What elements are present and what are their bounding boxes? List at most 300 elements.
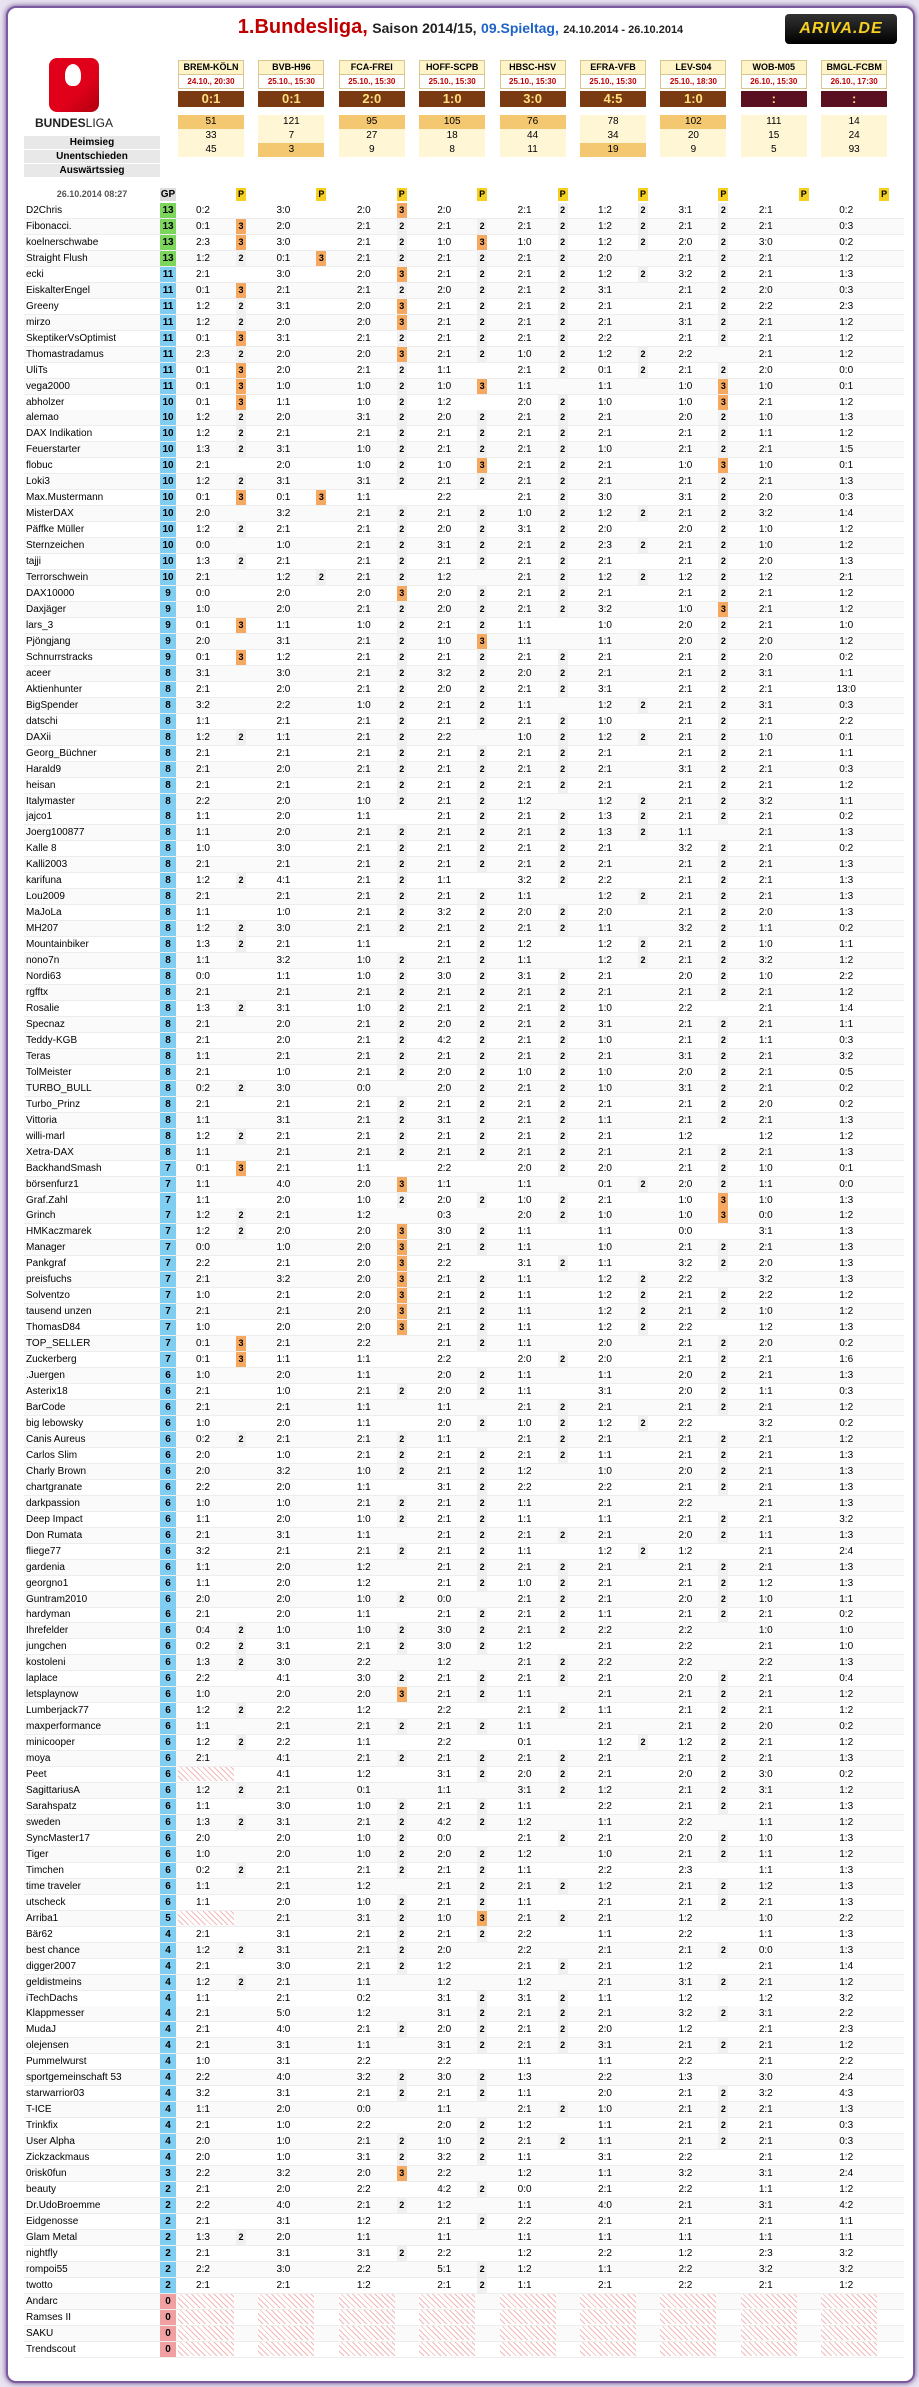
tip-points: 2	[718, 331, 728, 346]
player-name[interactable]: minicooper	[26, 1737, 75, 1749]
tip-points: 3	[236, 1352, 246, 1367]
player-tip: 1:1	[517, 1386, 532, 1398]
player-tip: 2:1	[517, 1960, 532, 1972]
player-name[interactable]: datschi	[26, 715, 58, 727]
tip-points: 2	[558, 1703, 568, 1718]
tip-points: 2	[397, 1592, 407, 1607]
match-name[interactable]: WOB-M05	[741, 60, 807, 75]
player-name[interactable]: willi-marl	[26, 1130, 65, 1142]
player-tip: 2:1	[678, 1242, 693, 1254]
player-name[interactable]: Nordi63	[26, 971, 62, 983]
player-tip: 1:2	[356, 1705, 371, 1717]
player-tip: 2:1	[758, 1242, 773, 1254]
player-name[interactable]: SkeptikerVsOptimist	[26, 332, 117, 344]
player-name[interactable]: karifuna	[26, 875, 62, 887]
missing-tip	[821, 2326, 877, 2340]
player-name[interactable]: Max.Mustermann	[26, 492, 104, 504]
player-name[interactable]: Greeny	[26, 300, 59, 312]
away-win-count: 3	[258, 143, 324, 157]
player-name[interactable]: Sternzeichen	[26, 540, 85, 552]
player-name[interactable]: TolMeister	[26, 1066, 72, 1078]
player-tip: 2:1	[196, 460, 210, 472]
player-tip: 3:1	[758, 1226, 773, 1238]
player-name[interactable]: rgfftx	[26, 987, 49, 999]
player-tip: 2:0	[356, 1322, 371, 1334]
player-name[interactable]: Grinch	[26, 1210, 56, 1222]
match-name[interactable]: BREM-KÖLN	[178, 60, 244, 75]
player-tip: 2:2	[678, 1625, 693, 1637]
player-tip: 2:1	[356, 1130, 371, 1142]
tip-points: 2	[558, 1097, 568, 1112]
player-tip: 1:0	[276, 540, 291, 552]
match-name[interactable]: BMGL-FCBM	[821, 60, 887, 75]
player-tip: 2:1	[758, 1561, 773, 1573]
player-tip: 1:3	[839, 268, 854, 280]
player-name[interactable]: 0risk0fun	[26, 2168, 67, 2180]
brand-logo[interactable]: ARIVA.DE	[785, 14, 897, 44]
player-tip: 2:1	[598, 1433, 612, 1445]
player-tip: 2:1	[517, 651, 532, 663]
player-name[interactable]: MisterDAX	[26, 508, 74, 520]
player-tip: 2:1	[517, 715, 532, 727]
player-tip: 1:1	[517, 2088, 532, 2100]
player-tip: 2:1	[678, 1513, 693, 1525]
player-row	[24, 1719, 904, 1735]
player-name[interactable]: ecki	[26, 268, 44, 280]
player-tip: 2:0	[758, 635, 773, 647]
player-name[interactable]: Georg_Büchner	[26, 747, 97, 759]
player-tip: 2:1	[437, 2088, 452, 2100]
tip-points: 2	[718, 1975, 728, 1990]
player-tip: 1:0	[598, 396, 612, 408]
tip-points: 2	[558, 1432, 568, 1447]
player-tip: 2:3	[196, 236, 210, 248]
player-tip: 3:2	[678, 2168, 693, 2180]
player-name[interactable]: iTechDachs	[26, 1992, 78, 2004]
player-name[interactable]: nightfly	[26, 2247, 58, 2259]
player-name[interactable]: Trinkfix	[26, 2120, 58, 2132]
player-tip: 3:2	[196, 699, 210, 711]
player-points: 7	[160, 1272, 176, 1287]
player-tip: 1:3	[839, 1274, 854, 1286]
player-name[interactable]: SyncMaster17	[26, 1832, 90, 1844]
player-tip: 2:1	[196, 747, 210, 759]
missing-tip	[178, 2342, 234, 2356]
player-name[interactable]: Deep Impact	[26, 1513, 83, 1525]
player-tip: 2:1	[678, 1354, 693, 1366]
player-name[interactable]: UliTs	[26, 364, 48, 376]
player-name[interactable]: digger2007	[26, 1960, 77, 1972]
tip-points: 2	[397, 235, 407, 250]
player-tip: 2:1	[196, 987, 210, 999]
player-tip: 1:2	[839, 332, 854, 344]
player-tip: 1:1	[356, 1529, 371, 1541]
player-name[interactable]: Bär62	[26, 1928, 53, 1940]
player-name[interactable]: alemao	[26, 412, 59, 424]
player-name[interactable]: nono7n	[26, 955, 60, 967]
player-name[interactable]: jajco1	[26, 811, 53, 823]
player-tip: 2:1	[437, 1306, 452, 1318]
player-name[interactable]: Straight Flush	[26, 252, 88, 264]
player-name[interactable]: Tiger	[26, 1848, 49, 1860]
player-tip: 2:1	[517, 779, 532, 791]
player-row	[24, 442, 904, 458]
player-name[interactable]: Trendscout	[26, 2343, 76, 2355]
player-tip: 2:1	[276, 1338, 291, 1350]
player-name[interactable]: Dr.UdoBroemme	[26, 2200, 101, 2211]
player-name[interactable]: utscheck	[26, 1896, 66, 1908]
tip-points: 2	[558, 1655, 568, 1670]
tip-points: 2	[477, 1384, 487, 1399]
player-name[interactable]: best chance	[26, 1944, 80, 1956]
player-name[interactable]: mirzo	[26, 316, 51, 328]
player-name[interactable]: Carlos Slim	[26, 1449, 78, 1461]
player-tip: 3:2	[678, 1258, 693, 1270]
player-tip: 2:1	[758, 588, 773, 600]
player-tip: 3:0	[276, 1960, 291, 1972]
tip-points: 2	[718, 857, 728, 872]
tip-points: 2	[397, 1911, 407, 1926]
player-name[interactable]: Daxjäger	[26, 604, 67, 615]
tip-points: 2	[477, 410, 487, 425]
player-name[interactable]: SAKU	[26, 2327, 54, 2339]
player-name[interactable]: .Juergen	[26, 1370, 65, 1382]
player-name[interactable]: georgno1	[26, 1577, 69, 1589]
player-tip: 2:0	[196, 2136, 210, 2148]
player-name[interactable]: Graf.Zahl	[26, 1194, 68, 1206]
player-tip: 1:1	[196, 1050, 210, 1062]
player-tip: 2:0	[758, 364, 773, 376]
player-tip: 1:1	[356, 2040, 371, 2052]
player-name[interactable]: sportgemeinschaft 53	[26, 2072, 122, 2084]
player-name[interactable]: kostoleni	[26, 1657, 66, 1669]
player-tip: 2:1	[356, 2136, 371, 2148]
player-name[interactable]: SagittariusA	[26, 1785, 80, 1797]
tip-points: 2	[558, 363, 568, 378]
player-tip: 2:1	[598, 1561, 612, 1573]
player-name[interactable]: Guntram2010	[26, 1593, 88, 1605]
tip-points: 2	[477, 1496, 487, 1511]
player-name[interactable]: chartgranate	[26, 1481, 83, 1493]
player-name[interactable]: DAX Indikation	[26, 428, 93, 440]
tip-points: 2	[397, 251, 407, 266]
player-tip: 2:0	[276, 2104, 291, 2116]
player-tip: 1:2	[196, 1210, 210, 1222]
player-name[interactable]: Zuckerberg	[26, 1354, 77, 1366]
tip-points: 2	[477, 267, 487, 282]
player-name[interactable]: Timchen	[26, 1864, 64, 1876]
player-name[interactable]: time traveler	[26, 1880, 82, 1892]
player-name[interactable]: Glam Metal	[26, 2231, 78, 2243]
player-tip: 2:1	[276, 1290, 291, 1302]
player-tip: 2:1	[196, 891, 210, 903]
player-tip: 1:1	[356, 939, 371, 951]
player-name[interactable]: ThomasD84	[26, 1322, 81, 1334]
player-tip: 2:1	[437, 1449, 452, 1461]
player-tip: 2:1	[758, 763, 773, 775]
player-tip: 1:3	[839, 907, 854, 919]
player-tip: 1:0	[758, 1625, 773, 1637]
player-name[interactable]: starwarrior03	[26, 2088, 85, 2100]
tip-points: 2	[718, 1081, 728, 1096]
player-name[interactable]: Charly Brown	[26, 1465, 87, 1477]
player-name[interactable]: Rosalie	[26, 1003, 60, 1014]
player-points: 9	[160, 618, 176, 633]
player-tip: 2:2	[598, 332, 612, 344]
player-name[interactable]: Päffke Müller	[26, 524, 85, 536]
player-row	[24, 235, 904, 251]
player-name[interactable]: gardenia	[26, 1561, 65, 1573]
player-tip: 3:1	[437, 2008, 452, 2020]
player-tip: 2:1	[437, 1896, 452, 1908]
player-name[interactable]: moya	[26, 1753, 51, 1765]
tip-points: 2	[558, 1256, 568, 1271]
player-name[interactable]: Ihrefelder	[26, 1625, 69, 1637]
player-tip: 1:1	[196, 1513, 210, 1525]
player-tip: 2:2	[517, 1944, 532, 1956]
player-name[interactable]: börsenfurz1	[26, 1178, 79, 1190]
player-name[interactable]: laplace	[26, 1673, 58, 1685]
match-name[interactable]: HOFF-SCPB	[419, 60, 485, 75]
player-name[interactable]: Mountainbiker	[26, 939, 89, 951]
player-name[interactable]: vega2000	[26, 380, 70, 392]
player-name[interactable]: beauty	[26, 2184, 57, 2196]
player-name[interactable]: Lumberjack77	[26, 1705, 89, 1717]
tip-points: 2	[558, 857, 568, 872]
player-tip: 0:2	[196, 1082, 210, 1094]
player-tip: 1:2	[598, 1322, 612, 1334]
player-name[interactable]: T-ICE	[26, 2104, 52, 2116]
player-tip: 2:1	[437, 811, 452, 823]
player-name[interactable]: fliege77	[26, 1545, 62, 1557]
player-name[interactable]: Andarc	[26, 2295, 58, 2307]
player-name[interactable]: tajji	[26, 556, 42, 568]
player-tip: 1:2	[839, 1306, 854, 1318]
player-tip: 2:1	[356, 827, 371, 839]
player-name[interactable]: olejensen	[26, 2040, 69, 2052]
player-name[interactable]: Schnurrstracks	[26, 651, 93, 663]
player-name[interactable]: Kalli2003	[26, 859, 68, 871]
player-name[interactable]: Peet	[26, 1769, 47, 1781]
player-tip: 2:1	[276, 939, 291, 951]
player-name[interactable]: Vittoria	[26, 1114, 57, 1126]
player-row	[24, 1400, 904, 1416]
player-tip: 2:2	[276, 1705, 291, 1717]
tip-points: 2	[718, 1097, 728, 1112]
player-name[interactable]: Lou2009	[26, 891, 65, 903]
away-win-count: 19	[580, 143, 646, 157]
player-name[interactable]: Aktienhunter	[26, 683, 83, 695]
player-tip: 3:1	[678, 205, 693, 216]
player-name[interactable]: darkpassion	[26, 1497, 80, 1509]
tip-points: 2	[236, 1863, 246, 1878]
player-tip: 1:1	[758, 428, 773, 440]
player-name[interactable]: Loki3	[26, 476, 50, 488]
player-name[interactable]: Specnaz	[26, 1018, 65, 1030]
player-tip: 2:0	[276, 827, 291, 839]
player-tip: 2:1	[678, 1146, 693, 1158]
player-name[interactable]: letsplaynow	[26, 1689, 79, 1701]
player-tip: 0:1	[196, 284, 210, 296]
player-tip: 2:1	[678, 955, 693, 967]
player-name[interactable]: hardyman	[26, 1609, 71, 1621]
player-tip: 2:1	[678, 1721, 693, 1733]
player-tip: 1:2	[517, 1465, 532, 1477]
player-name[interactable]: Solventzo	[26, 1290, 70, 1302]
player-tip: 1:2	[196, 1944, 210, 1956]
player-name[interactable]: BigSpender	[26, 699, 79, 711]
player-tip: 2:0	[598, 1354, 612, 1366]
player-name[interactable]: Teras	[26, 1050, 51, 1062]
player-name[interactable]: Pjöngjang	[26, 635, 71, 647]
tip-points: 2	[477, 299, 487, 314]
player-name[interactable]: Fibonacci.	[26, 220, 72, 232]
player-points: 8	[160, 778, 176, 793]
player-name[interactable]: Kalle 8	[26, 843, 57, 855]
player-row	[24, 1161, 904, 1177]
player-name[interactable]: Feuerstarter	[26, 444, 81, 456]
player-name[interactable]: Klappmesser	[26, 2008, 85, 2020]
player-tip: 1:0	[276, 1449, 291, 1461]
player-name[interactable]: BarCode	[26, 1402, 66, 1413]
player-name[interactable]: TURBO_BULL	[26, 1082, 92, 1094]
player-tip: 2:1	[437, 428, 452, 440]
player-tip: 1:2	[196, 1705, 210, 1717]
player-tip: 2:1	[437, 1577, 452, 1589]
player-name[interactable]: Thomastradamus	[26, 348, 104, 360]
player-name[interactable]: Manager	[26, 1242, 66, 1254]
player-name[interactable]: MaJoLa	[26, 907, 62, 919]
player-name[interactable]: User Alpha	[26, 2136, 75, 2148]
player-tip: 3:2	[437, 907, 452, 919]
player-tip: 2:1	[356, 715, 371, 727]
tip-points: 2	[477, 2038, 487, 2053]
player-tip: 2:1	[758, 1114, 773, 1126]
player-tip: 1:2	[839, 2040, 854, 2052]
player-tip: 3:1	[356, 1912, 371, 1924]
player-tip: 1:0	[356, 955, 371, 967]
player-row	[24, 2326, 904, 2342]
player-name[interactable]: TOP_SELLER	[26, 1338, 91, 1350]
player-name[interactable]: BackhandSmash	[26, 1162, 102, 1174]
match-name[interactable]: BVB-H96	[258, 60, 324, 75]
player-name[interactable]: aceer	[26, 667, 52, 679]
player-tip: 2:1	[678, 2120, 693, 2132]
player-name[interactable]: Ramses II	[26, 2311, 72, 2323]
player-name[interactable]: Pummelwurst	[26, 2056, 87, 2068]
player-name[interactable]: Joerg100877	[26, 827, 85, 839]
player-name[interactable]: Don Rumata	[26, 1529, 83, 1541]
player-tip: 2:1	[437, 955, 452, 967]
player-tip: 1:2	[839, 1433, 854, 1445]
player-name[interactable]: MudaJ	[26, 2024, 57, 2036]
match-name[interactable]: FCA-FREI	[339, 60, 405, 75]
player-points: 6	[160, 1767, 176, 1782]
player-tip: 2:1	[758, 1641, 773, 1653]
player-name[interactable]: geldistmeins	[26, 1976, 82, 1988]
match-name[interactable]: HBSC-HSV	[500, 60, 566, 75]
player-name[interactable]: preisfuchs	[26, 1274, 72, 1286]
player-name[interactable]: Pankgraf	[26, 1258, 67, 1270]
player-name[interactable]: Eidgenosse	[26, 2215, 79, 2227]
player-tip: 4:2	[437, 1816, 452, 1828]
tip-points: 3	[236, 379, 246, 394]
player-tip: 2:1	[196, 2247, 210, 2259]
player-row	[24, 1815, 904, 1831]
player-name[interactable]: Arriba1	[26, 1912, 59, 1924]
player-name[interactable]: DAXii	[26, 731, 52, 743]
player-name[interactable]: Zickzackmaus	[26, 2152, 90, 2164]
player-name[interactable]: MH207	[26, 923, 59, 935]
tip-points: 2	[397, 825, 407, 840]
player-name[interactable]: DAX10000	[26, 588, 75, 600]
player-points: 4	[160, 2150, 176, 2165]
player-tip: 2:1	[758, 1082, 773, 1094]
player-tip: 0:0	[196, 971, 210, 983]
tip-points: 2	[477, 1272, 487, 1287]
player-tip: 1:1	[517, 891, 532, 903]
player-name[interactable]: D2Chris	[26, 205, 63, 216]
player-name[interactable]: Turbo_Prinz	[26, 1098, 81, 1110]
match-result: 0:1	[258, 91, 324, 107]
player-points: 8	[160, 1001, 176, 1016]
tip-points: 2	[236, 873, 246, 888]
player-name[interactable]: EiskalterEngel	[26, 284, 90, 296]
player-points: 7	[160, 1224, 176, 1239]
player-tip: 1:1	[517, 2279, 532, 2291]
player-name[interactable]: heisan	[26, 779, 56, 791]
missing-tip	[741, 2326, 797, 2340]
player-row	[24, 1783, 904, 1799]
player-name[interactable]: Canis Aureus	[26, 1433, 86, 1445]
player-name[interactable]: lars_3	[26, 619, 54, 631]
player-tip: 1:2	[276, 572, 291, 584]
player-tip: 2:1	[598, 412, 612, 424]
player-tip: 2:1	[517, 1082, 532, 1094]
player-name[interactable]: rompoi55	[26, 2263, 68, 2275]
player-row	[24, 410, 904, 426]
player-name[interactable]: koelnerschwabe	[26, 236, 99, 248]
player-name[interactable]: abholzer	[26, 396, 65, 408]
player-tip: 2:1	[678, 332, 693, 344]
player-name[interactable]: Terrorschwein	[26, 572, 89, 584]
player-name[interactable]: jungchen	[26, 1641, 67, 1653]
player-name[interactable]: big lebowsky	[26, 1417, 84, 1429]
player-name[interactable]: maxperformance	[26, 1721, 102, 1733]
player-tip: 2:1	[196, 859, 210, 871]
player-name[interactable]: HMKaczmarek	[26, 1226, 92, 1238]
player-name[interactable]: Asterix18	[26, 1386, 68, 1398]
player-name[interactable]: Harald9	[26, 763, 62, 775]
tip-points: 2	[718, 1017, 728, 1032]
match-date: 25.10., 15:30	[500, 75, 566, 89]
player-points: 6	[160, 1480, 176, 1495]
tip-points: 2	[397, 698, 407, 713]
player-row	[24, 1975, 904, 1991]
player-name[interactable]: sweden	[26, 1816, 61, 1828]
player-name[interactable]: twotto	[26, 2279, 53, 2291]
match-name[interactable]: EFRA-VFB	[580, 60, 646, 75]
player-name[interactable]: Xetra-DAX	[26, 1146, 74, 1158]
player-name[interactable]: Teddy-KGB	[26, 1034, 78, 1046]
player-points: 6	[160, 1528, 176, 1543]
player-points: 9	[160, 586, 176, 601]
player-name[interactable]: tausend unzen	[26, 1306, 92, 1318]
player-name[interactable]: Sarahspatz	[26, 1801, 77, 1812]
player-name[interactable]: Italymaster	[26, 795, 75, 807]
match-name[interactable]: LEV-S04	[660, 60, 726, 75]
player-name[interactable]: flobuc	[26, 460, 53, 472]
